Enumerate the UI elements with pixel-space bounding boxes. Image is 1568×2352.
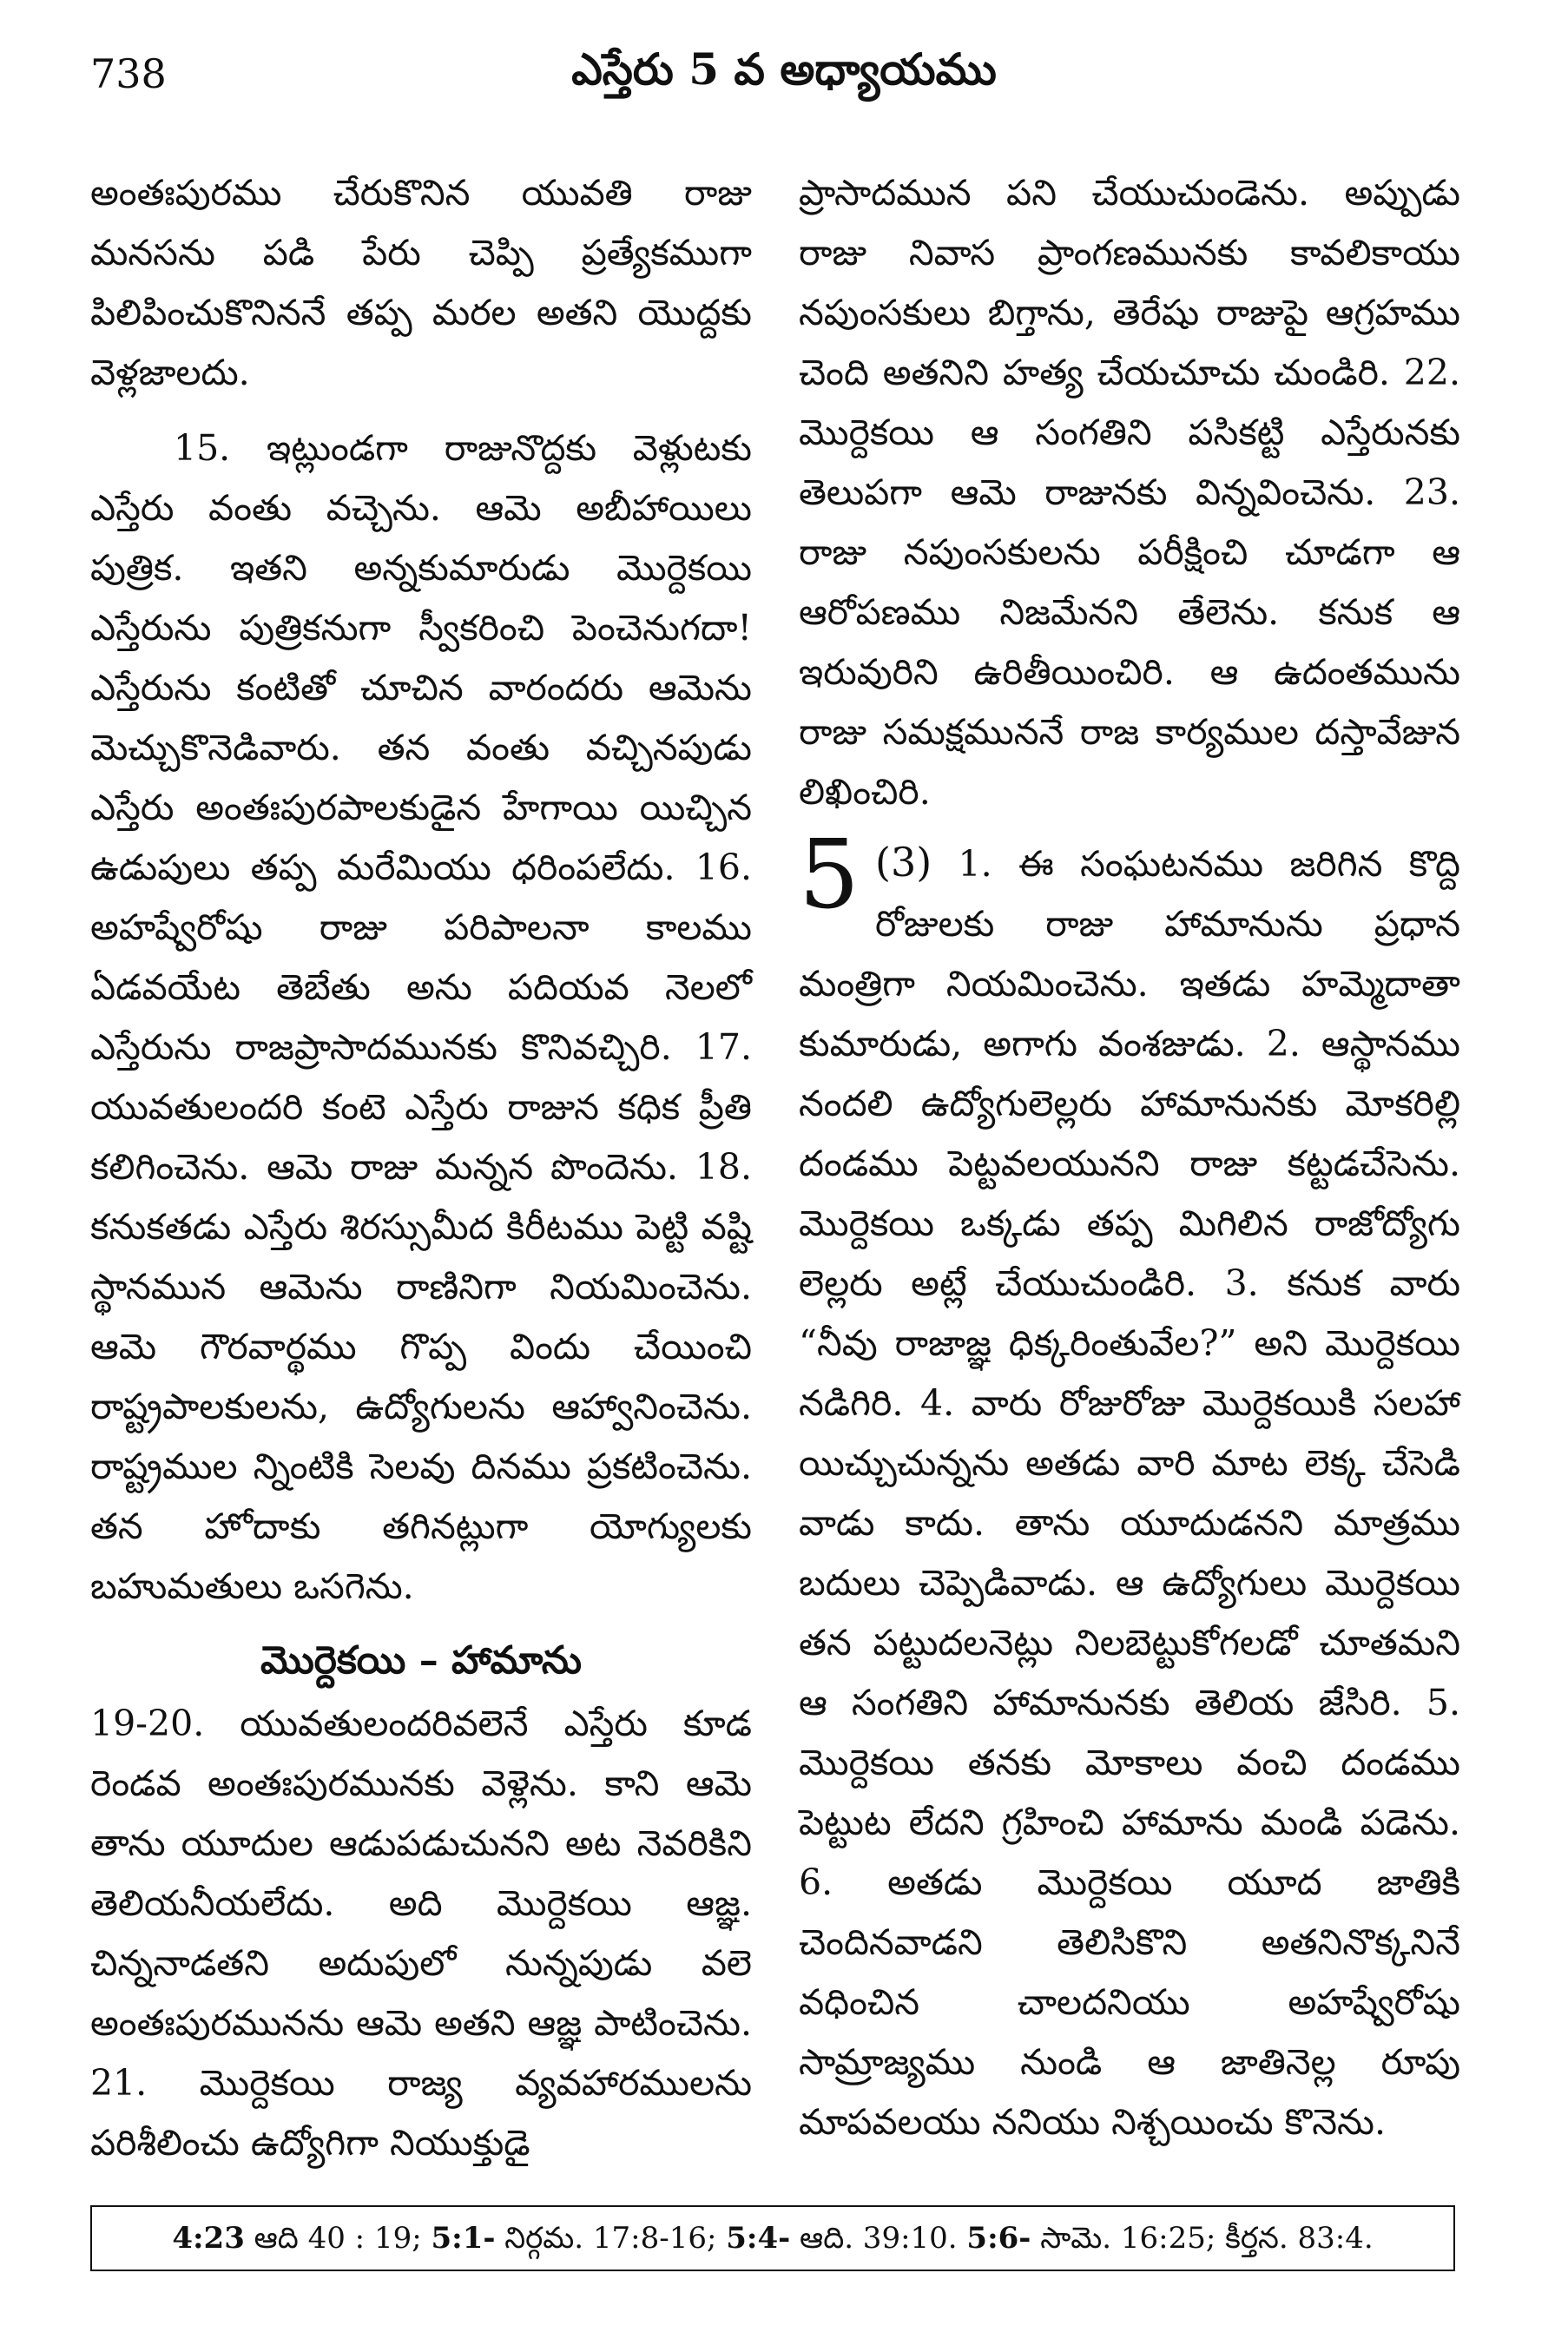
cross-reference-box <box>90 2205 1455 2271</box>
chapter-reference: (3) <box>875 839 932 886</box>
running-title: ఎస్తేరు 5 వ అధ్యాయము <box>571 43 997 95</box>
paragraph: 1. ఈ సంఘటనము జరిగిన కొద్ది రోజులకు రాజు హామానును ప్రధాన మంత్రిగా నియమించెను. ఇతడు హమ్మెదాతా కుమారుడు, అగాగు వంశజుడు. 2. ఆస్థానము నందలి ఉద్యోగులెల్లరు హామానునకు మోకరిల్లి దండము పెట్టవలయునని రాజు కట్టడచేసెను. మొర్దెకయి ఒక్కడు తప్ప మిగిలిన రాజోద్యోగు లెల్లరు అట్లే చేయుచుండిరి. 3. కనుక వారు “నీవు రాజాజ్ఞ ధిక్కరింతువేల?” అని మొర్దెకయి నడిగిరి. 4. వారు రోజురోజు మొర్దెకయికి సలహా యిచ్చుచున్నను అతడు వారి మాట లెక్క చేసెడి వాడు కాదు. తాను యూదుడనని మాత్రము బదులు చెప్పెడివాడు. ఆ ఉద్యోగులు మొర్దెకయి తన పట్టుదలనెట్లు నిలబెట్టుకోగలడో చూతమని ఆ సంగతిని హామానునకు తెలియ జేసిరి. 5. మొర్దెకయి తనకు మోకాలు వంచి దండము పెట్టుట లేదని గ్రహించి హామాను మండి పడెను. 6. అతడు మొర్దెకయి యూద జాతికి చెందినవాడని తెలిసికొని అతనినొక్కనినే వధించిన చాలదనియు అహష్వేరోషు సామ్రాజ్యము నుండి ఆ జాతినెల్ల రూపు మాపవలయు ననియు నిశ్చయించు కొనెను. <box>799 843 1460 2143</box>
page-number: 738 <box>90 50 167 97</box>
ref-label: 5:4- <box>726 2221 791 2256</box>
left-column <box>90 163 752 2173</box>
paragraph: ప్రాసాదమున పని చేయుచుండెను. అప్పుడు రాజు నివాస ప్రాంగణమునకు కావలికాయు నపుంసకులు బిగ్తాను, తెరేషు రాజుపై ఆగ్రహము చెంది అతనిని హత్య చేయచూచు చుండిరి. 22. మొర్దెకయి ఆ సంగతిని పసికట్టి ఎస్తేరునకు తెలుపగా ఆమె రాజునకు విన్నవించెను. 23. రాజు నపుంసకులను పరీక్షించి చూడగా ఆ ఆరోపణము నిజమేనని తేలెను. కనుక ఆ ఇరువురిని ఉరితీయించిరి. ఆ ఉదంతమును రాజు సమక్షముననే రాజ కార్యముల దస్తావేజున లిఖించిరి. <box>799 172 1460 813</box>
chapter-number: 5 <box>799 819 860 930</box>
paragraph: 15. ఇట్లుండగా రాజునొద్దకు వెళ్లుటకు ఎస్తేరు వంతు వచ్చెను. ఆమె అబీహాయిలు పుత్రిక. ఇతని అన్నకుమారుడు మొర్దెకయి ఎస్తేరును పుత్రికనుగా స్వీకరించి పెంచెనుగదా! ఎస్తేరును కంటితో చూచిన వారందరు ఆమెను మెచ్చుకొనెడివారు. తన వంతు వచ్చినపుడు ఎస్తేరు అంతఃపురపాలకుడైన హేగాయి యిచ్చిన ఉడుపులు తప్ప మరేమియు ధరింపలేదు. 16. అహష్వేరోషు రాజు పరిపాలనా కాలము ఏడవయేట తెబేతు అను పదియవ నెలలో ఎస్తేరును రాజప్రాసాదమునకు కొనివచ్చిరి. 17. యువతులందరి కంటె ఎస్తేరు రాజున కధిక ప్రీతి కలిగించెను. ఆమె రాజు మన్నన పొందెను. 18. కనుకతడు ఎస్తేరు శిరస్సుమీద కిరీటము పెట్టి వష్టి స్థానమున ఆమెను రాణినిగా నియమించెను. ఆమె గౌరవార్థము గొప్ప విందు చేయించి రాష్ట్రపాలకులను, ఉద్యోగులను ఆహ్వానించెను. రాష్ట్రముల న్నింటికి సెలవు దినము ప్రకటించెను. తన హోదాకు తగినట్లుగా యోగ్యులకు బహుమతులు ఒసగెను. <box>90 427 752 1607</box>
right-column <box>799 163 1460 2152</box>
ref-label: 5:1- <box>431 2221 496 2256</box>
ref-text: నిర్గమ. 17:8-16; <box>495 2221 727 2256</box>
section-heading: మొర్దెకయి – హామాను <box>260 1638 583 1683</box>
ref-text: ఆది. 39:10. <box>790 2221 967 2256</box>
ref-text: ఆది 40 : 19; <box>244 2221 432 2256</box>
paragraph: అంతఃపురము చేరుకొనిన యువతి రాజు మనసను పడి పేరు చెప్పి ప్రత్యేకముగా పిలిపించుకొనిననే తప్ప మరల అతని యొద్దకు వెళ్లజాలదు. <box>90 172 752 393</box>
paragraph: 19-20. యువతులందరివలెనే ఎస్తేరు కూడ రెండవ అంతఃపురమునకు వెళ్లెను. కాని ఆమె తాను యూదుల ఆడుపడుచునని అట నెవరికిని తెలియనీయలేదు. అది మొర్దెకయి ఆజ్ఞ. చిన్ననాడతని అదుపులో నున్నపుడు వలె అంతఃపురమునను ఆమె అతని ఆజ్ఞ పాటించెను. 21. మొర్దెకయి రాజ్య వ్యవహారములను పరిశీలించు ఉద్యోగిగా నియుక్తుడై <box>90 1703 752 2164</box>
ref-label: 5:6- <box>966 2221 1031 2256</box>
chapter-start <box>799 819 1460 2152</box>
ref-text: సామె. 16:25; కీర్తన. 83:4. <box>1031 2221 1374 2256</box>
ref-label: 4:23 <box>172 2221 245 2256</box>
